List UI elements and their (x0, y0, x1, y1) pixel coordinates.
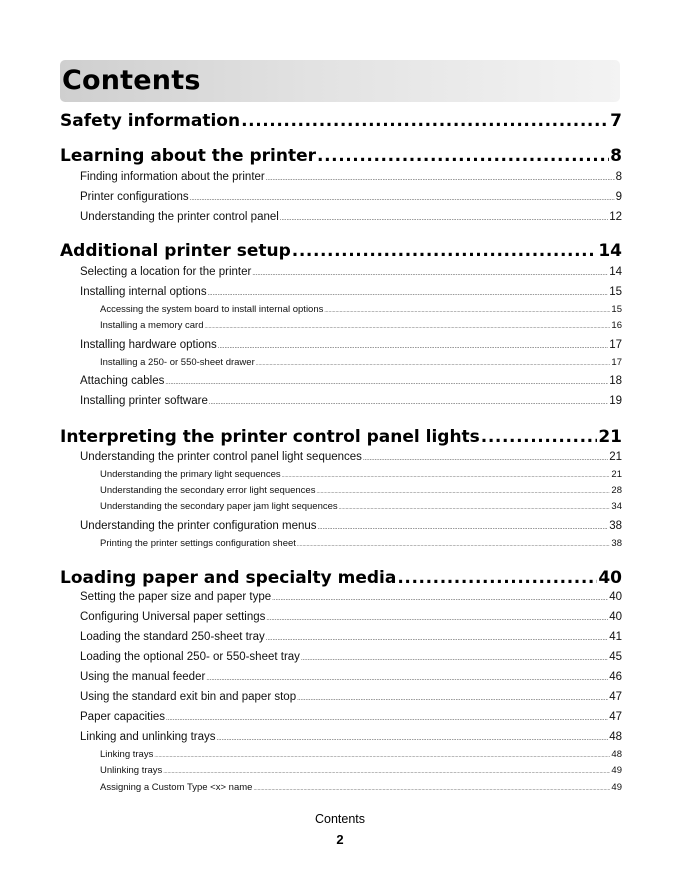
toc-dot-leader (165, 380, 608, 386)
toc-dot-leader (297, 542, 611, 548)
toc-entry-page-number: 8 (610, 146, 622, 166)
toc-entry-title: Understanding the secondary paper jam light sequences (100, 501, 338, 512)
toc-entry-page-number: 19 (609, 395, 622, 407)
toc-entry-page-number: 38 (609, 520, 622, 532)
toc-entry-title: Unlinking trays (100, 765, 163, 776)
toc-entry-page-number: 21 (611, 469, 622, 480)
toc-entry-level-2[interactable] (80, 339, 622, 355)
toc-dot-leader (266, 176, 615, 182)
toc-entry-page-number: 45 (609, 651, 622, 663)
toc-entry-level-3[interactable] (100, 765, 622, 779)
toc-entry-level-2[interactable] (80, 266, 622, 282)
toc-dot-leader (204, 324, 610, 330)
toc-entry-page-number: 17 (609, 339, 622, 351)
toc-dot-leader (252, 271, 608, 277)
toc-dot-leader (316, 489, 610, 495)
toc-entry-title: Loading the standard 250-sheet tray (80, 631, 265, 643)
toc-entry-page-number: 15 (611, 304, 622, 315)
toc-entry-level-3[interactable] (100, 304, 622, 318)
toc-entry-level-2[interactable] (80, 451, 622, 467)
toc-entry-page-number: 9 (615, 191, 622, 203)
footer-section-label: Contents (314, 812, 366, 826)
toc-dot-leader (324, 308, 610, 314)
toc-entry-title: Understanding the primary light sequences (100, 469, 281, 480)
toc-entry-page-number: 21 (609, 451, 622, 463)
toc-entry-page-number: 17 (611, 357, 622, 368)
toc-dot-leader (397, 568, 597, 588)
toc-entry-title: Finding information about the printer (80, 171, 265, 183)
toc-dot-leader (217, 736, 609, 742)
toc-dot-leader (282, 473, 611, 479)
toc-entry-page-number: 47 (609, 691, 622, 703)
toc-dot-leader (208, 291, 609, 297)
toc-entry-title: Setting the paper size and paper type (80, 591, 272, 603)
toc-dot-leader (154, 753, 610, 759)
toc-entry-level-2[interactable] (80, 520, 622, 536)
toc-entry-title: Using the manual feeder (80, 671, 206, 683)
toc-entry-level-1[interactable] (60, 241, 622, 265)
toc-entry-level-2[interactable] (80, 286, 622, 302)
toc-entry-page-number: 40 (609, 591, 622, 603)
toc-entry-page-number: 34 (611, 501, 622, 512)
toc-dot-leader (280, 216, 608, 222)
toc-entry-level-2[interactable] (80, 611, 622, 627)
toc-entry-title: Installing hardware options (80, 339, 217, 351)
toc-entry-title: Understanding the printer control panel (80, 211, 279, 223)
toc-entry-level-3[interactable] (100, 538, 622, 552)
toc-entry-level-2[interactable] (80, 691, 622, 707)
toc-entry-level-2[interactable] (80, 211, 622, 227)
toc-entry-title: Configuring Universal paper settings (80, 611, 266, 623)
toc-entry-level-2[interactable] (80, 395, 622, 411)
toc-entry-title: Installing internal options (80, 286, 207, 298)
toc-entry-title: Understanding the printer configuration menus (80, 520, 317, 532)
toc-entry-page-number: 38 (611, 538, 622, 549)
toc-entry-title: Loading the optional 250- or 550-sheet tray (80, 651, 300, 663)
toc-dot-leader (266, 616, 608, 622)
toc-entry-page-number: 21 (598, 427, 622, 447)
toc-dot-leader (166, 716, 608, 722)
toc-entry-level-2[interactable] (80, 651, 622, 667)
toc-entry-title: Using the standard exit bin and paper stop (80, 691, 297, 703)
toc-entry-page-number: 12 (609, 211, 622, 223)
page-title: Contents (62, 65, 201, 96)
toc-entry-level-2[interactable] (80, 591, 622, 607)
toc-entry-page-number: 41 (609, 631, 622, 643)
toc-dot-leader (272, 596, 608, 602)
toc-dot-leader (206, 676, 608, 682)
toc-entry-page-number: 16 (611, 320, 622, 331)
toc-dot-leader (297, 696, 608, 702)
toc-entry-title: Installing a memory card (100, 320, 204, 331)
toc-entry-level-3[interactable] (100, 485, 622, 499)
toc-entry-page-number: 28 (611, 485, 622, 496)
toc-entry-page-number: 14 (598, 241, 622, 261)
toc-entry-page-number: 7 (610, 111, 622, 131)
toc-entry-title: Loading paper and specialty media (60, 568, 397, 588)
toc-entry-level-2[interactable] (80, 671, 622, 687)
toc-entry-title: Installing printer software (80, 395, 208, 407)
toc-entry-title: Paper capacities (80, 711, 166, 723)
toc-entry-level-1[interactable] (60, 111, 622, 135)
toc-entry-title: Accessing the system board to install internal options (100, 304, 324, 315)
toc-entry-title: Printing the printer settings configuration sheet (100, 538, 296, 549)
toc-entry-title: Learning about the printer (60, 146, 317, 166)
toc-entry-title: Understanding the secondary error light sequences (100, 485, 316, 496)
toc-entry-title: Installing a 250- or 550-sheet drawer (100, 357, 255, 368)
toc-entry-page-number: 40 (609, 611, 622, 623)
toc-entry-page-number: 48 (609, 731, 622, 743)
toc-entry-level-1[interactable] (60, 146, 622, 170)
toc-dot-leader (266, 636, 608, 642)
toc-entry-page-number: 15 (609, 286, 622, 298)
toc-dot-leader (163, 769, 610, 775)
toc-entry-page-number: 47 (609, 711, 622, 723)
toc-dot-leader (253, 786, 610, 792)
toc-entry-level-2[interactable] (80, 375, 622, 391)
toc-entry-level-3[interactable] (100, 782, 622, 796)
toc-dot-leader (190, 196, 615, 202)
toc-entry-title: Attaching cables (80, 375, 165, 387)
toc-entry-page-number: 14 (609, 266, 622, 278)
toc-entry-level-3[interactable] (100, 501, 622, 515)
toc-entry-page-number: 49 (611, 765, 622, 776)
toc-entry-title: Assigning a Custom Type <x> name (100, 782, 253, 793)
toc-entry-level-1[interactable] (60, 568, 622, 592)
toc-entry-page-number: 49 (611, 782, 622, 793)
toc-dot-leader (481, 427, 598, 447)
toc-entry-title: Understanding the printer control panel light sequences (80, 451, 362, 463)
toc-entry-title: Printer configurations (80, 191, 189, 203)
toc-dot-leader (256, 361, 611, 367)
toc-dot-leader (209, 400, 608, 406)
toc-entry-level-2[interactable] (80, 711, 622, 727)
toc-dot-leader (292, 241, 598, 261)
toc-dot-leader (241, 111, 609, 131)
toc-entry-level-3[interactable] (100, 320, 622, 334)
toc-dot-leader (363, 456, 608, 462)
toc-dot-leader (318, 525, 609, 531)
toc-entry-page-number: 48 (611, 749, 622, 760)
toc-entry-level-2[interactable] (80, 191, 622, 207)
toc-dot-leader (339, 505, 611, 511)
toc-entry-page-number: 8 (615, 171, 622, 183)
toc-entry-title: Additional printer setup (60, 241, 291, 261)
toc-entry-level-2[interactable] (80, 171, 622, 187)
toc-entry-page-number: 18 (609, 375, 622, 387)
toc-entry-title: Safety information (60, 111, 241, 131)
toc-entry-level-3[interactable] (100, 469, 622, 483)
toc-entry-page-number: 40 (598, 568, 622, 588)
toc-entry-title: Selecting a location for the printer (80, 266, 252, 278)
toc-entry-level-3[interactable] (100, 357, 622, 371)
toc-dot-leader (218, 344, 608, 350)
toc-dot-leader (301, 656, 608, 662)
toc-entry-level-2[interactable] (80, 631, 622, 647)
toc-entry-level-3[interactable] (100, 749, 622, 763)
toc-entry-level-1[interactable] (60, 427, 622, 451)
toc-entry-title: Interpreting the printer control panel lights (60, 427, 480, 447)
toc-entry-title: Linking and unlinking trays (80, 731, 216, 743)
footer-page-number: 2 (336, 832, 344, 847)
toc-entry-title: Linking trays (100, 749, 154, 760)
toc-entry-page-number: 46 (609, 671, 622, 683)
toc-dot-leader (317, 146, 609, 166)
toc-entry-level-2[interactable] (80, 731, 622, 747)
